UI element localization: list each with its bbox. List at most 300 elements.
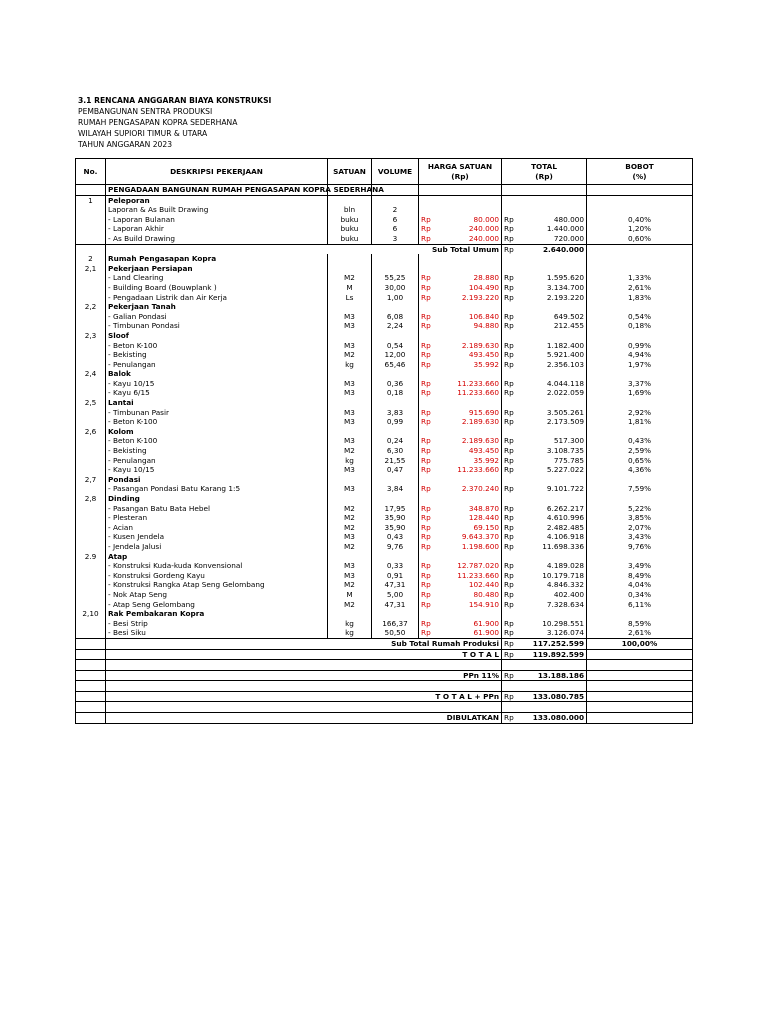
- weight-value: 1,81%: [587, 417, 693, 427]
- item-number: [76, 542, 106, 552]
- price-value: 11.233.660: [436, 571, 502, 581]
- price-value: [436, 205, 502, 215]
- total-value: 133.080.785: [519, 691, 587, 702]
- weight-value: [587, 691, 693, 702]
- weight-value: [587, 660, 693, 671]
- section-row: [76, 302, 693, 312]
- item-row: [76, 321, 693, 331]
- price-currency: Rp: [419, 580, 436, 590]
- col-price-title: HARGA SATUAN: [427, 161, 493, 171]
- weight-value: 4,36%: [587, 465, 693, 475]
- item-row: [76, 484, 693, 494]
- item-number: [76, 388, 106, 398]
- price-value: 128.440: [436, 513, 502, 523]
- item-number: [76, 532, 106, 542]
- item-number: [76, 436, 106, 446]
- item-volume: 17,95: [372, 504, 419, 514]
- item-volume: 2: [372, 205, 419, 215]
- no-cell: [76, 660, 106, 671]
- col-weight-header: [587, 159, 693, 185]
- item-unit: [328, 609, 372, 619]
- weight-value: 0,18%: [587, 321, 693, 331]
- price-value: [436, 552, 502, 562]
- item-number: [76, 590, 106, 600]
- subtotal-row: [76, 638, 693, 649]
- weight-value: [587, 302, 693, 312]
- price-currency: Rp: [419, 446, 436, 456]
- weight-value: 5,22%: [587, 504, 693, 514]
- weight-value: [587, 195, 693, 205]
- col-price-header: [419, 159, 502, 185]
- total-row: [76, 691, 693, 702]
- item-row: [76, 446, 693, 456]
- weight-value: 0,60%: [587, 234, 693, 244]
- price-currency: [419, 369, 436, 379]
- item-number: [76, 224, 106, 234]
- price-value: 94.880: [436, 321, 502, 331]
- total-value: 4.610.996: [519, 513, 587, 523]
- item-number: [76, 628, 106, 638]
- section-row: [76, 552, 693, 562]
- item-unit: M3: [328, 532, 372, 542]
- price-currency: Rp: [419, 513, 436, 523]
- item-volume: 6,30: [372, 446, 419, 456]
- item-volume: [372, 427, 419, 437]
- total-value: [519, 427, 587, 437]
- total-currency: [502, 427, 519, 437]
- weight-value: [587, 494, 693, 504]
- total-value: 1.182.400: [519, 341, 587, 351]
- item-volume: 12,00: [372, 350, 419, 360]
- total-currency: Rp: [502, 561, 519, 571]
- weight-value: 2,92%: [587, 408, 693, 418]
- item-row: [76, 580, 693, 590]
- price-value: 11.233.660: [436, 465, 502, 475]
- total-currency: [502, 369, 519, 379]
- item-number: 2,10: [76, 609, 106, 619]
- item-description: Kolom: [106, 427, 328, 437]
- item-volume: [372, 264, 419, 274]
- price-currency: [419, 195, 436, 205]
- price-currency: Rp: [419, 484, 436, 494]
- weight-value: 7,59%: [587, 484, 693, 494]
- item-description: - Laporan Bulanan: [106, 215, 328, 225]
- item-volume: 55,25: [372, 273, 419, 283]
- total-value: 1.440.000: [519, 224, 587, 234]
- total-currency: Rp: [502, 691, 519, 702]
- item-row: [76, 379, 693, 389]
- total-value: 119.892.599: [519, 649, 587, 660]
- item-description: - Konstruksi Gordeng Kayu: [106, 571, 328, 581]
- total-value: [519, 185, 587, 196]
- item-number: [76, 205, 106, 215]
- item-description: - Bekisting: [106, 446, 328, 456]
- price-value: 240.000: [436, 224, 502, 234]
- item-description: Pekerjaan Persiapan: [106, 264, 328, 274]
- total-currency: [502, 254, 519, 264]
- price-value: 69.150: [436, 523, 502, 533]
- total-currency: Rp: [502, 638, 519, 649]
- total-value: 10.298.551: [519, 619, 587, 629]
- total-value: 7.328.634: [519, 600, 587, 610]
- section-row: [76, 427, 693, 437]
- total-currency: Rp: [502, 446, 519, 456]
- item-row: [76, 465, 693, 475]
- no-cell: [76, 649, 106, 660]
- price-value: 493.450: [436, 446, 502, 456]
- item-volume: [372, 494, 419, 504]
- price-currency: Rp: [419, 234, 436, 244]
- price-value: 35.992: [436, 360, 502, 370]
- weight-value: [587, 649, 693, 660]
- item-volume: 3,83: [372, 408, 419, 418]
- item-unit: M2: [328, 542, 372, 552]
- item-volume: 2,24: [372, 321, 419, 331]
- item-number: [76, 456, 106, 466]
- price-value: 12.787.020: [436, 561, 502, 571]
- price-currency: Rp: [419, 293, 436, 303]
- item-volume: 6: [372, 224, 419, 234]
- item-unit: M2: [328, 600, 372, 610]
- summary-label: [106, 660, 502, 671]
- item-row: [76, 205, 693, 215]
- item-description: - Penulangan: [106, 360, 328, 370]
- total-value: 6.262.217: [519, 504, 587, 514]
- total-value: 9.101.722: [519, 484, 587, 494]
- weight-value: [587, 713, 693, 724]
- item-unit: M3: [328, 341, 372, 351]
- item-number: [76, 571, 106, 581]
- price-currency: Rp: [419, 456, 436, 466]
- total-currency: Rp: [502, 542, 519, 552]
- price-currency: [419, 331, 436, 341]
- item-unit: M2: [328, 523, 372, 533]
- price-currency: Rp: [419, 619, 436, 629]
- price-currency: Rp: [419, 388, 436, 398]
- total-value: [519, 681, 587, 692]
- price-currency: Rp: [419, 571, 436, 581]
- item-volume: 0,36: [372, 379, 419, 389]
- col-weight-unit: (%): [632, 171, 647, 181]
- price-currency: Rp: [419, 273, 436, 283]
- item-volume: 0,33: [372, 561, 419, 571]
- total-currency: [502, 398, 519, 408]
- section-row: [76, 195, 693, 205]
- no-cell: [76, 713, 106, 724]
- total-value: 402.400: [519, 590, 587, 600]
- item-volume: 21,55: [372, 456, 419, 466]
- item-row: [76, 504, 693, 514]
- total-value: 775.785: [519, 456, 587, 466]
- total-value: 3.108.735: [519, 446, 587, 456]
- price-currency: [419, 609, 436, 619]
- price-value: [436, 302, 502, 312]
- item-description: - Plesteran: [106, 513, 328, 523]
- item-volume: 50,50: [372, 628, 419, 638]
- total-currency: Rp: [502, 571, 519, 581]
- price-currency: [419, 552, 436, 562]
- item-volume: [372, 369, 419, 379]
- item-row: [76, 360, 693, 370]
- item-volume: 3: [372, 234, 419, 244]
- weight-value: 9,76%: [587, 542, 693, 552]
- price-currency: Rp: [419, 408, 436, 418]
- price-value: 106.840: [436, 312, 502, 322]
- price-currency: Rp: [419, 532, 436, 542]
- budget-table: [75, 158, 693, 724]
- summary-label: PPn 11%: [106, 670, 502, 681]
- item-unit: [328, 398, 372, 408]
- price-currency: [419, 427, 436, 437]
- col-no-header: No.: [76, 159, 106, 185]
- summary-label: [106, 681, 502, 692]
- item-unit: buku: [328, 224, 372, 234]
- item-number: 2,8: [76, 494, 106, 504]
- total-value: [519, 205, 587, 215]
- item-description: - Penulangan: [106, 456, 328, 466]
- item-description: Sloof: [106, 331, 328, 341]
- item-volume: [372, 552, 419, 562]
- price-value: [436, 494, 502, 504]
- item-number: [76, 484, 106, 494]
- price-value: 102.440: [436, 580, 502, 590]
- item-number: [76, 580, 106, 590]
- no-cell: [76, 638, 106, 649]
- total-currency: Rp: [502, 504, 519, 514]
- item-volume: [372, 195, 419, 205]
- item-row: [76, 234, 693, 244]
- no-cell: [76, 702, 106, 713]
- total-value: 11.698.336: [519, 542, 587, 552]
- section-row: [76, 475, 693, 485]
- item-description: - Beton K-100: [106, 436, 328, 446]
- weight-value: 3,85%: [587, 513, 693, 523]
- item-description: - Besi Strip: [106, 619, 328, 629]
- weight-value: [587, 398, 693, 408]
- item-unit: M3: [328, 408, 372, 418]
- total-currency: Rp: [502, 224, 519, 234]
- item-number: [76, 465, 106, 475]
- price-currency: Rp: [419, 379, 436, 389]
- total-value: [519, 331, 587, 341]
- item-number: [76, 523, 106, 533]
- item-unit: M3: [328, 436, 372, 446]
- total-currency: Rp: [502, 628, 519, 638]
- item-volume: 0,24: [372, 436, 419, 446]
- weight-value: [587, 254, 693, 264]
- total-currency: [502, 185, 519, 196]
- weight-value: [587, 264, 693, 274]
- total-currency: [502, 195, 519, 205]
- item-unit: M3: [328, 465, 372, 475]
- total-value: 10.179.718: [519, 571, 587, 581]
- price-currency: [419, 205, 436, 215]
- item-unit: kg: [328, 619, 372, 629]
- item-description: PENGADAAN BANGUNAN RUMAH PENGASAPAN KOPRA SEDERHANA: [106, 185, 328, 196]
- total-currency: Rp: [502, 215, 519, 225]
- item-description: Peleporan: [106, 195, 328, 205]
- item-unit: [328, 302, 372, 312]
- item-description: - Pasangan Batu Bata Hebel: [106, 504, 328, 514]
- item-volume: 0,18: [372, 388, 419, 398]
- total-value: 2.482.485: [519, 523, 587, 533]
- price-currency: [419, 185, 436, 196]
- item-volume: 5,00: [372, 590, 419, 600]
- price-value: [436, 398, 502, 408]
- item-unit: M3: [328, 321, 372, 331]
- price-value: 348.870: [436, 504, 502, 514]
- item-number: [76, 234, 106, 244]
- item-description: - Beton K-100: [106, 417, 328, 427]
- total-currency: Rp: [502, 523, 519, 533]
- total-currency: Rp: [502, 465, 519, 475]
- blank-row: [76, 702, 693, 713]
- total-value: 3.126.074: [519, 628, 587, 638]
- item-number: [76, 417, 106, 427]
- price-currency: Rp: [419, 417, 436, 427]
- blank-row: [76, 660, 693, 671]
- weight-value: 8,49%: [587, 571, 693, 581]
- item-description: - Jendela Jalusi: [106, 542, 328, 552]
- item-description: - Beton K-100: [106, 341, 328, 351]
- total-currency: Rp: [502, 436, 519, 446]
- project-location: WILAYAH SUPIORI TIMUR & UTARA: [78, 129, 208, 139]
- item-volume: 65,46: [372, 360, 419, 370]
- weight-value: 3,49%: [587, 561, 693, 571]
- item-row: [76, 628, 693, 638]
- total-currency: [502, 264, 519, 274]
- total-currency: [502, 302, 519, 312]
- item-volume: 30,00: [372, 283, 419, 293]
- item-description: - Kayu 10/15: [106, 379, 328, 389]
- total-currency: Rp: [502, 283, 519, 293]
- item-description: - Pasangan Pondasi Batu Karang 1:5: [106, 484, 328, 494]
- price-value: 11.233.660: [436, 388, 502, 398]
- item-row: [76, 561, 693, 571]
- weight-value: 2,07%: [587, 523, 693, 533]
- col-price-unit: (Rp): [451, 171, 469, 181]
- total-currency: Rp: [502, 417, 519, 427]
- item-volume: 9,76: [372, 542, 419, 552]
- total-value: 480.000: [519, 215, 587, 225]
- price-currency: Rp: [419, 542, 436, 552]
- item-unit: M: [328, 590, 372, 600]
- total-currency: Rp: [502, 649, 519, 660]
- item-unit: [328, 475, 372, 485]
- item-number: [76, 408, 106, 418]
- price-currency: Rp: [419, 341, 436, 351]
- price-value: 154.910: [436, 600, 502, 610]
- price-value: 35.992: [436, 456, 502, 466]
- item-unit: M3: [328, 561, 372, 571]
- total-currency: [502, 702, 519, 713]
- item-number: 2,2: [76, 302, 106, 312]
- item-number: [76, 341, 106, 351]
- item-volume: 6: [372, 215, 419, 225]
- item-description: - Land Clearing: [106, 273, 328, 283]
- total-value: 117.252.599: [519, 638, 587, 649]
- item-row: [76, 273, 693, 283]
- price-value: 2.189.630: [436, 341, 502, 351]
- col-volume-header: VOLUME: [372, 159, 419, 185]
- item-number: 2,4: [76, 369, 106, 379]
- item-unit: [328, 369, 372, 379]
- total-value: 212.455: [519, 321, 587, 331]
- item-description: - Kayu 10/15: [106, 465, 328, 475]
- total-currency: Rp: [502, 312, 519, 322]
- total-currency: Rp: [502, 350, 519, 360]
- item-row: [76, 532, 693, 542]
- weight-value: [587, 427, 693, 437]
- section-row: [76, 331, 693, 341]
- item-number: [76, 215, 106, 225]
- summary-label: DIBULATKAN: [106, 713, 502, 724]
- price-currency: Rp: [419, 628, 436, 638]
- item-unit: [328, 195, 372, 205]
- price-value: 11.233.660: [436, 379, 502, 389]
- item-description: - Galian Pondasi: [106, 312, 328, 322]
- total-value: [519, 475, 587, 485]
- price-value: [436, 195, 502, 205]
- total-currency: Rp: [502, 532, 519, 542]
- price-value: [436, 475, 502, 485]
- total-currency: Rp: [502, 379, 519, 389]
- item-description: - Bekisting: [106, 350, 328, 360]
- item-volume: 0,43: [372, 532, 419, 542]
- item-volume: [372, 609, 419, 619]
- item-number: 2,7: [76, 475, 106, 485]
- item-unit: M: [328, 283, 372, 293]
- price-currency: [419, 475, 436, 485]
- total-value: 4.106.918: [519, 532, 587, 542]
- item-unit: M3: [328, 571, 372, 581]
- item-description: - Konstruksi Kuda-kuda Konvensional: [106, 561, 328, 571]
- item-row: [76, 542, 693, 552]
- price-currency: Rp: [419, 523, 436, 533]
- item-unit: M2: [328, 273, 372, 283]
- item-volume: 35,90: [372, 523, 419, 533]
- total-value: 2.022.059: [519, 388, 587, 398]
- no-cell: [76, 244, 106, 254]
- item-volume: 0,99: [372, 417, 419, 427]
- weight-value: [587, 702, 693, 713]
- price-value: 61.900: [436, 628, 502, 638]
- item-volume: 0,91: [372, 571, 419, 581]
- total-currency: [502, 552, 519, 562]
- item-row: [76, 513, 693, 523]
- total-currency: Rp: [502, 619, 519, 629]
- item-row: [76, 571, 693, 581]
- total-value: 517.300: [519, 436, 587, 446]
- weight-value: [587, 681, 693, 692]
- price-value: 493.450: [436, 350, 502, 360]
- item-description: - Timbunan Pondasi: [106, 321, 328, 331]
- item-description: - Acian: [106, 523, 328, 533]
- section-row: [76, 494, 693, 504]
- total-currency: [502, 331, 519, 341]
- item-volume: [372, 254, 419, 264]
- total-currency: Rp: [502, 600, 519, 610]
- total-value: 5.921.400: [519, 350, 587, 360]
- price-currency: Rp: [419, 350, 436, 360]
- price-value: 1.198.600: [436, 542, 502, 552]
- item-description: Pondasi: [106, 475, 328, 485]
- item-row: [76, 293, 693, 303]
- price-currency: Rp: [419, 312, 436, 322]
- item-unit: [328, 552, 372, 562]
- item-unit: M2: [328, 513, 372, 523]
- price-currency: Rp: [419, 590, 436, 600]
